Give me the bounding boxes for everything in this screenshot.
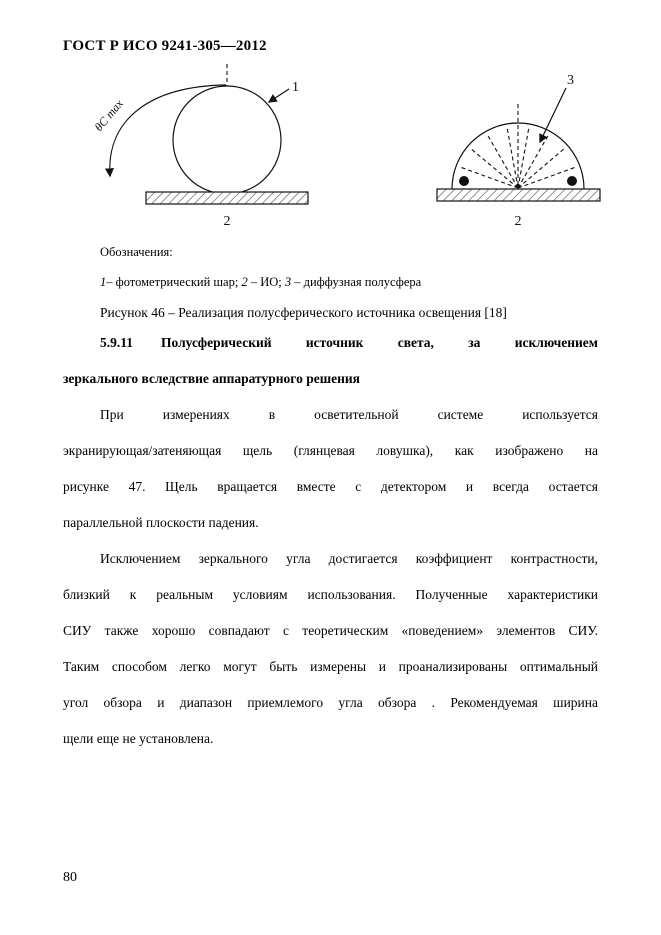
paragraph-2-line: Исключением зеркального угла достигается коэффициент контрастности,: [100, 551, 598, 566]
figure-46: [0, 58, 661, 236]
figure-46-diagram: [0, 58, 661, 236]
max-angle-arc-arrow: [110, 85, 226, 176]
legend-title: Обозначения:: [100, 245, 173, 259]
legend-key-3: 3: [284, 275, 292, 289]
hatched-base-right: [437, 189, 600, 201]
base-label-2-left: 2: [223, 214, 231, 229]
callout-1-label: 1: [292, 80, 299, 95]
light-rays-dashed: [460, 104, 576, 188]
legend-key-2: 2: [241, 275, 248, 289]
figure-legend: [100, 275, 421, 290]
legend-text-1: – фотометрический шар;: [106, 275, 242, 289]
paragraph-1-line: параллельной плоскости падения.: [63, 515, 259, 530]
paragraph-2-line: СИУ также хорошо совпадают с теоретическим «поведением» элементов СИУ.: [63, 623, 598, 638]
detector-dot-right: [567, 176, 577, 186]
photometric-sphere: [173, 86, 281, 194]
photometric-sphere-diagram: [92, 64, 308, 229]
section-heading-text: Полусферический источник света, за исключением: [161, 335, 598, 350]
paragraph-2-line: угол обзора и диапазон приемлемого угла обзора . Рекомендуемая ширина: [63, 695, 598, 710]
callout-1-leader-line: [269, 89, 289, 102]
diffuse-hemisphere-diagram: [437, 73, 600, 229]
document-header: ГОСТ Р ИСО 9241-305—2012: [63, 38, 267, 54]
legend-text-3: – диффузная полусфера: [291, 275, 422, 289]
paragraph-2-line: близкий к реальным условиям использования. Полученные характеристики: [63, 587, 598, 602]
hatched-base-left: [146, 192, 308, 204]
paragraph-1-line: При измерениях в осветительной системе используется: [100, 407, 598, 422]
callout-3-leader-line: [540, 88, 566, 142]
body-text: [63, 325, 598, 757]
callout-3-label: 3: [567, 73, 574, 88]
section-heading-line-2: зеркального вследствие аппаратурного решения: [63, 371, 360, 386]
legend-text-2: – ИО;: [247, 275, 285, 289]
max-angle-label: θC max: [91, 96, 127, 134]
section-heading-line-1: [63, 325, 598, 361]
detector-dot-left: [459, 176, 469, 186]
paragraph-1-line: экранирующая/затеняющая щель (глянцевая ловушка), как изображено на: [63, 443, 598, 458]
page-number: 80: [63, 870, 77, 885]
section-number: 5.9.11: [100, 335, 134, 350]
paragraph-2-line: Таким способом легко могут быть измерены и проанализированы оптимальный: [63, 659, 598, 674]
base-label-2-right: 2: [514, 214, 522, 229]
paragraph-1-line: рисунке 47. Щель вращается вместе с детектором и всегда остается: [63, 479, 598, 494]
legend-key-1: 1: [100, 275, 107, 289]
figure-caption: Рисунок 46 – Реализация полусферического источника освещения [18]: [100, 305, 507, 320]
paragraph-2-line: щели еще не установлена.: [63, 731, 214, 746]
